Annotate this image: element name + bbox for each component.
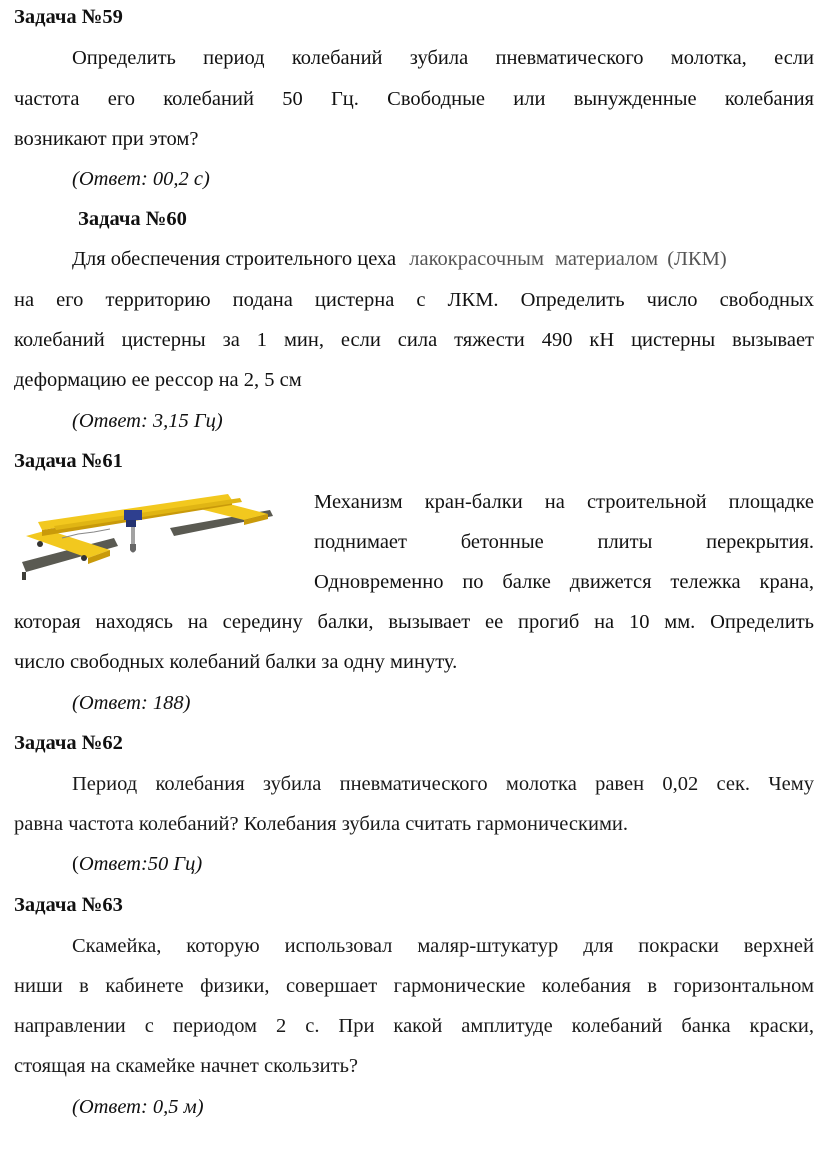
task-61-line-2: число свободных колебаний балки за одну минуту.	[14, 651, 458, 673]
task-63-line-1: Скамейка, которую использовал маляр-штукатур для покраски верхней	[72, 935, 814, 957]
task-61-side-line-2: поднимает бетонные плиты перекрытия.	[314, 531, 814, 553]
hook-icon	[130, 544, 136, 553]
task-63-line-2: ниши в кабинете физики, совершает гармонические колебания в горизонтальном	[14, 975, 814, 997]
task-60-answer: (Ответ: 3,15 Гц)	[72, 410, 223, 432]
task-59-line-1: Определить период колебаний зубила пневматического молотка, если	[72, 47, 814, 69]
task-60-title: Задача №60	[78, 208, 187, 230]
task-63-line-3: направлении с периодом 2 с. При какой амплитуде колебаний банка краски,	[14, 1015, 814, 1037]
task-63-line-4: стоящая на скамейке начнет скользить?	[14, 1055, 359, 1077]
task-60-line-3: колебаний цистерны за 1 мин, если сила тяжести 490 кН цистерны вызывает	[14, 329, 814, 351]
task-61-line-1: которая находясь на середину балки, вызывает ее прогиб на 10 мм. Определить	[14, 611, 814, 633]
task-60-line-1	[72, 246, 814, 272]
task-61-answer: (Ответ: 188)	[72, 692, 191, 714]
task-60-line-1-part-a: Для обеспечения строительного цеха	[72, 248, 397, 270]
task-62-answer-line	[72, 851, 814, 877]
task-62-line-1: Период колебания зубила пневматического молотка равен 0,02 сек. Чему	[72, 773, 814, 795]
task-63-answer: (Ответ: 0,5 м)	[72, 1096, 204, 1118]
task-61-title: Задача №61	[14, 450, 123, 472]
task-60-line-2: на его территорию подана цистерна с ЛКМ. Определить число свободных	[14, 289, 814, 311]
task-62-title: Задача №62	[14, 732, 123, 754]
task-60-line-4: деформацию ее рессор на 2, 5 см	[14, 369, 302, 391]
task-62-answer-paren: (	[72, 853, 79, 875]
overhead-crane-image	[18, 488, 280, 582]
task-61-side-line-3: Одновременно по балке движется тележка крана,	[314, 571, 814, 593]
task-62-answer: Ответ:50 Гц)	[78, 853, 203, 875]
task-63-title: Задача №63	[14, 894, 123, 916]
task-62-line-2: равна частота колебаний? Колебания зубила считать гармоническими.	[14, 813, 629, 835]
hoist-trolley	[124, 510, 142, 520]
task-60-line-1-part-b: лакокрасочным материалом	[409, 248, 659, 270]
task-59-line-2: частота его колебаний 50 Гц. Свободные или вынужденные колебания	[14, 88, 814, 110]
task-61-side-line-1: Механизм кран-балки на строительной площадке	[314, 491, 814, 513]
task-60-line-1-part-c: (ЛКМ)	[667, 248, 727, 270]
task-59-answer: (Ответ: 00,2 с)	[72, 168, 210, 190]
task-59-title: Задача №59	[14, 6, 123, 28]
task-59-line-3: возникают при этом?	[14, 128, 199, 150]
